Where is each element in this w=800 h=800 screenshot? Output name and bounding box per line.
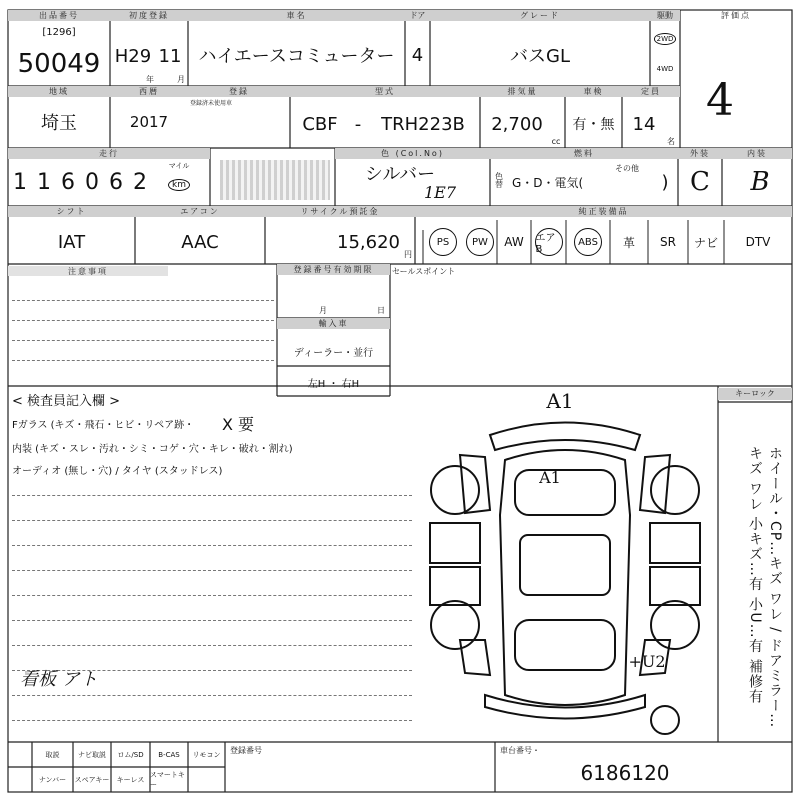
doors-value: 4 [411, 44, 424, 66]
reg-class-note: 登録済未使用車 [190, 99, 233, 107]
equipment-label: AW [504, 235, 524, 249]
bottom-check-item: ナンバー [38, 776, 67, 784]
equipment-item [423, 222, 463, 262]
door-left-rear [430, 567, 480, 605]
first-reg-header: 初度登録 [110, 10, 188, 21]
import-options: ディーラー・並行 [293, 347, 374, 359]
region-header: 地域 [8, 86, 110, 97]
mark-hood: A1 [539, 467, 561, 487]
vin-label: 車台番号・ [500, 745, 540, 755]
roof-panel [520, 535, 610, 595]
aircon-value: AAC [181, 231, 219, 253]
equipment-item [610, 222, 648, 262]
wheel-fr [651, 466, 699, 514]
car-diagram [420, 395, 710, 740]
extra-circle [651, 706, 679, 734]
reg-class-header: 登録 [188, 86, 290, 97]
interior-header: 内装 [722, 148, 792, 159]
sales-point-header: セールスポイント [392, 266, 456, 276]
equipment-label: エアB [535, 228, 563, 256]
bottom-check-item: ロム/SD [117, 751, 144, 759]
mileage-unit-mile: マイル [168, 162, 190, 170]
mileage-digits [12, 164, 148, 200]
bottom-check-item: ナビ取説 [78, 751, 106, 759]
reg-expiry-header: 登録番号有効期限 [277, 264, 390, 275]
inspector-line-audio: オーディオ (無し・穴) / タイヤ (スタッドレス) [12, 465, 223, 477]
capacity-unit: 名 [667, 136, 675, 146]
drive-2wd [651, 30, 679, 48]
equipment-label: 革 [622, 235, 635, 250]
mark-roof: A1 [546, 389, 574, 413]
bottom-check-item: スマートキー [150, 771, 185, 789]
drive-2wd-circle: 2WD [654, 33, 677, 45]
doors-header: ドア [405, 10, 430, 21]
equipment-item [531, 222, 566, 262]
inspector-line-glass: Fガラス (キズ・飛石・ヒビ・リペア跡・ [12, 419, 195, 431]
keylock-header: キーロック [718, 388, 792, 400]
color-header: 色 (Col.No) [335, 148, 490, 159]
equipment-header: 純正装備品 [415, 206, 792, 217]
drive-4wd: 4WD [656, 65, 674, 73]
notes-header: 注意事項 [8, 266, 168, 276]
door-right-rear [650, 567, 700, 605]
reg-expiry-day: 日 [377, 305, 385, 315]
bottom-check-item: キーレス [116, 776, 145, 784]
equipment-item [648, 222, 688, 262]
bottom-check-item: 取説 [45, 751, 60, 759]
rear-bumper [485, 695, 645, 719]
fuel-close: ) [661, 171, 669, 193]
equipment-list [423, 222, 792, 262]
exterior-header: 外装 [678, 148, 722, 159]
equipment-item [497, 222, 531, 262]
glass-note: X 要 [222, 414, 255, 434]
region-value: 埼玉 [41, 113, 77, 134]
damage-legend: ホイール・CP…キズ ワレ / ドアミラー…キズ ワレ 小キズ…有 小U…有 補修有 [747, 446, 783, 729]
equipment-label: ABS [574, 228, 602, 256]
capacity-header: 定員 [622, 86, 680, 97]
first-reg-month: 11 [158, 45, 182, 67]
fuel-options: G・D・電気( [512, 175, 584, 190]
mileage-digit: 6 [61, 169, 75, 195]
mileage-unit-km [164, 176, 194, 194]
displacement-unit: cc [551, 136, 561, 146]
wheel-rl [431, 601, 479, 649]
grade-value: バスGL [510, 46, 570, 67]
equipment-item [688, 222, 724, 262]
shift-value: IAT [57, 231, 86, 253]
car-name: ハイエースコミューター [198, 46, 395, 67]
wheel-rr [651, 601, 699, 649]
lot-header: 出品番号 [8, 10, 110, 21]
door-left-front [430, 523, 480, 563]
interior-grade: B [750, 167, 770, 197]
equipment-label: PW [466, 228, 494, 256]
mileage-digit: 2 [133, 169, 147, 195]
inspector-line-interior: 内装 (キズ・スレ・汚れ・シミ・コゲ・穴・キレ・破れ・割れ) [12, 443, 293, 455]
rear-window [515, 620, 615, 670]
mileage-digit: 6 [109, 169, 123, 195]
mark-rear: +U2 [628, 651, 666, 671]
aircon-header: エアコン [135, 206, 265, 217]
rear-fender-l [460, 640, 490, 675]
mileage-digit: 0 [85, 169, 99, 195]
door-right-front [650, 523, 700, 563]
equipment-label: PS [429, 228, 457, 256]
equipment-item [724, 222, 792, 262]
bottom-reg-label: 登録番号 [230, 745, 262, 755]
lot-sub-number: [1296] [42, 26, 76, 38]
wheel-fl [431, 466, 479, 514]
recycle-header: リサイクル預託金 [265, 206, 415, 217]
model-code: TRH223B [381, 113, 465, 135]
model-header: 型式 [290, 86, 480, 97]
color-change-label: 色替 [494, 172, 504, 188]
recycle-value: 15,620 [337, 231, 400, 253]
equipment-label: SR [660, 235, 676, 249]
first-reg-era: H29 [114, 45, 152, 67]
lot-number: 50049 [17, 49, 101, 79]
equipment-label: ナビ [693, 235, 718, 250]
fuel-header: 燃料 [490, 148, 678, 159]
import-header: 輸入車 [277, 318, 390, 329]
month-unit: 月 [177, 74, 185, 84]
vin-value: 6186120 [580, 761, 670, 785]
displacement-value: 2,700 [491, 113, 543, 135]
bottom-check-item: B-CAS [158, 751, 180, 759]
year-value: 2017 [129, 113, 169, 131]
year-unit: 年 [146, 74, 154, 84]
roof-outline [490, 423, 640, 451]
fuel-other-label: その他 [615, 163, 639, 173]
equipment-label: DTV [745, 235, 771, 249]
redacted-registration [220, 160, 330, 200]
shift-header: シフト [8, 206, 135, 217]
mileage-digit: 1 [13, 169, 27, 195]
mileage-km-circle: km [168, 179, 190, 191]
car-name-header: 車名 [188, 10, 405, 21]
drive-header: 駆動 [650, 10, 680, 21]
year-header: 西暦 [110, 86, 188, 97]
handle-options: 左H ・ 右H [307, 378, 360, 390]
inspector-header: < 検査員記入欄 > [12, 393, 121, 409]
grade-header: グレード [430, 10, 650, 21]
equipment-item [463, 222, 497, 262]
exterior-grade: C [690, 167, 710, 197]
handwritten-note: 看板 アト [20, 669, 98, 690]
score-header: 評価点 [721, 11, 751, 20]
reg-expiry-month: 月 [319, 305, 327, 315]
inspection-value: 有・無 [572, 117, 615, 133]
model-prefix: CBF [302, 113, 338, 135]
score-value: 4 [706, 74, 734, 126]
color-code: 1E7 [423, 182, 457, 202]
equipment-item [566, 222, 610, 262]
bottom-check-item: スペアキー [74, 776, 110, 784]
inspection-header: 車検 [565, 86, 622, 97]
bottom-check-item: リモコン [192, 751, 221, 759]
capacity-value: 14 [632, 113, 656, 135]
mileage-digit: 1 [37, 169, 51, 195]
color-name: シルバー [364, 164, 436, 185]
model-separator: - [354, 113, 362, 135]
mileage-header: 走行 [8, 148, 210, 159]
displacement-header: 排気量 [480, 86, 565, 97]
recycle-unit: 円 [404, 249, 412, 259]
